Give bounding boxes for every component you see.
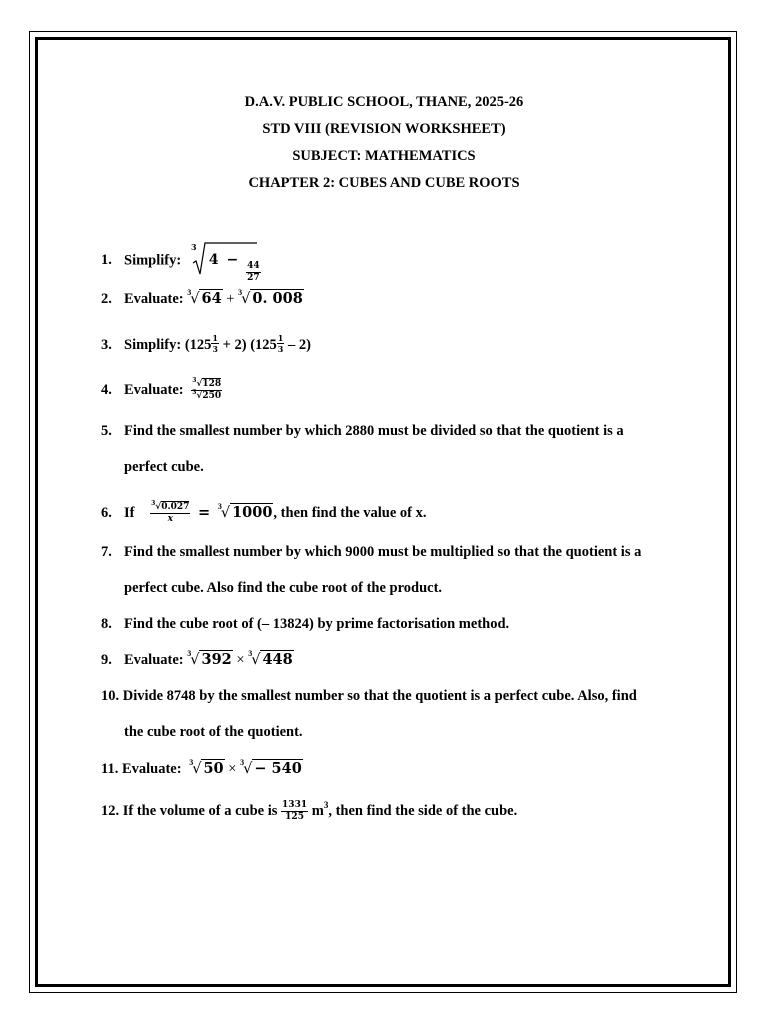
question-text: Find the smallest number by which 2880 must be divided so that the quotient is a: [124, 423, 624, 439]
question-1: [101, 242, 681, 283]
question-5: [101, 422, 681, 440]
question-text: Find the cube root of (– 13824) by prime factorisation method.: [124, 616, 510, 632]
denominator: 125: [285, 812, 304, 822]
question-text: Divide 8748 by the smallest number so that the quotient is a perfect cube. Also, find: [122, 688, 637, 704]
numerator: 1331: [282, 800, 308, 810]
question-4: [101, 377, 681, 401]
question-number: 8.: [101, 616, 112, 632]
question-number: 12.: [101, 802, 120, 819]
exponent-fraction: $\frac{1}{3}$: [277, 333, 284, 354]
minus-sign: −: [226, 252, 239, 268]
question-9: [101, 651, 681, 671]
question-7-continued: perfect cube. Also find the cube root of the product.: [124, 580, 443, 596]
cube-root: $^3$√ 448: [248, 649, 293, 668]
question-text: Evaluate:: [124, 381, 184, 398]
question-text: Evaluate:: [124, 291, 184, 307]
question-8: [101, 615, 681, 633]
question-6: 6. If $\frac{^3√0.027}{x}$ = $^3$√ 1000, then find the value of x.: [101, 500, 427, 524]
equals-sign: =: [198, 503, 211, 521]
question-number: 3.: [101, 337, 112, 353]
question-11: [101, 760, 681, 780]
plus-sign: +: [226, 291, 235, 307]
question-5-continued: perfect cube.: [124, 459, 204, 475]
question-number: 7.: [101, 544, 112, 560]
question-number: 1.: [101, 252, 112, 269]
question-text: Find the smallest number by which 9000 must be multiplied so that the quotient is a: [124, 544, 642, 560]
question-number: 11.: [101, 761, 119, 777]
question-number: 2.: [101, 291, 112, 307]
question-10: [101, 687, 681, 705]
cube-root: $^3$√ 50: [189, 758, 224, 777]
question-text: If: [124, 504, 135, 521]
question-number: 10.: [101, 688, 120, 704]
fraction: [246, 262, 261, 283]
term: 4: [208, 252, 219, 268]
question-text: Evaluate:: [121, 761, 182, 777]
question-text: Simplify:: [124, 252, 182, 269]
root-index: 3: [190, 242, 197, 252]
numerator: 44: [247, 261, 260, 271]
cube-root: $^3$√ 392: [187, 649, 232, 668]
denominator: 27: [247, 273, 260, 283]
root-fraction: $\frac{^3√0.027}{x}$: [151, 500, 190, 524]
question-text: Evaluate:: [124, 652, 184, 668]
school-title: D.A.V. PUBLIC SCHOOL, THANE, 2025-26: [244, 94, 524, 110]
cube-root-expression: [190, 241, 260, 283]
question-2: [101, 290, 681, 310]
cube-root: $^3$√ 0. 008: [238, 288, 303, 307]
subject-title: SUBJECT: MATHEMATICS: [292, 148, 476, 164]
question-10-continued: the cube root of the quotient.: [124, 724, 303, 740]
question-number: 6.: [101, 504, 112, 521]
times-sign: ×: [228, 761, 237, 777]
worksheet-title: STD VIII (REVISION WORKSHEET): [262, 121, 506, 137]
question-7: [101, 543, 681, 561]
cube-root: $^3$√ − 540: [240, 758, 302, 777]
cube-root: $^3$√ 64: [187, 288, 222, 307]
exponent-fraction: $\frac{1}{3}$: [212, 333, 218, 354]
question-number: 4.: [101, 381, 112, 398]
question-text: If the volume of a cube is: [122, 802, 278, 819]
chapter-title: CHAPTER 2: CUBES AND CUBE ROOTS: [248, 175, 520, 191]
question-text: Simplify: (125: [124, 337, 212, 353]
cube-root: $^3$√ 1000: [217, 501, 273, 521]
question-number: 5.: [101, 423, 112, 439]
fraction: [281, 801, 308, 822]
times-sign: ×: [236, 652, 245, 668]
unit: m: [311, 802, 324, 819]
question-3: 3. Simplify: (125 $\frac{1}{3}$ + 2) (125 $\frac{1}{3}$ – 2): [101, 333, 311, 354]
question-number: 9.: [101, 652, 112, 668]
root-fraction: $\frac{^3√128}{^3√250}$: [192, 377, 222, 401]
question-12: 12. If the volume of a cube is $\frac{1331}{125}$ $m^3$, then find the side of the cube.: [101, 799, 518, 822]
